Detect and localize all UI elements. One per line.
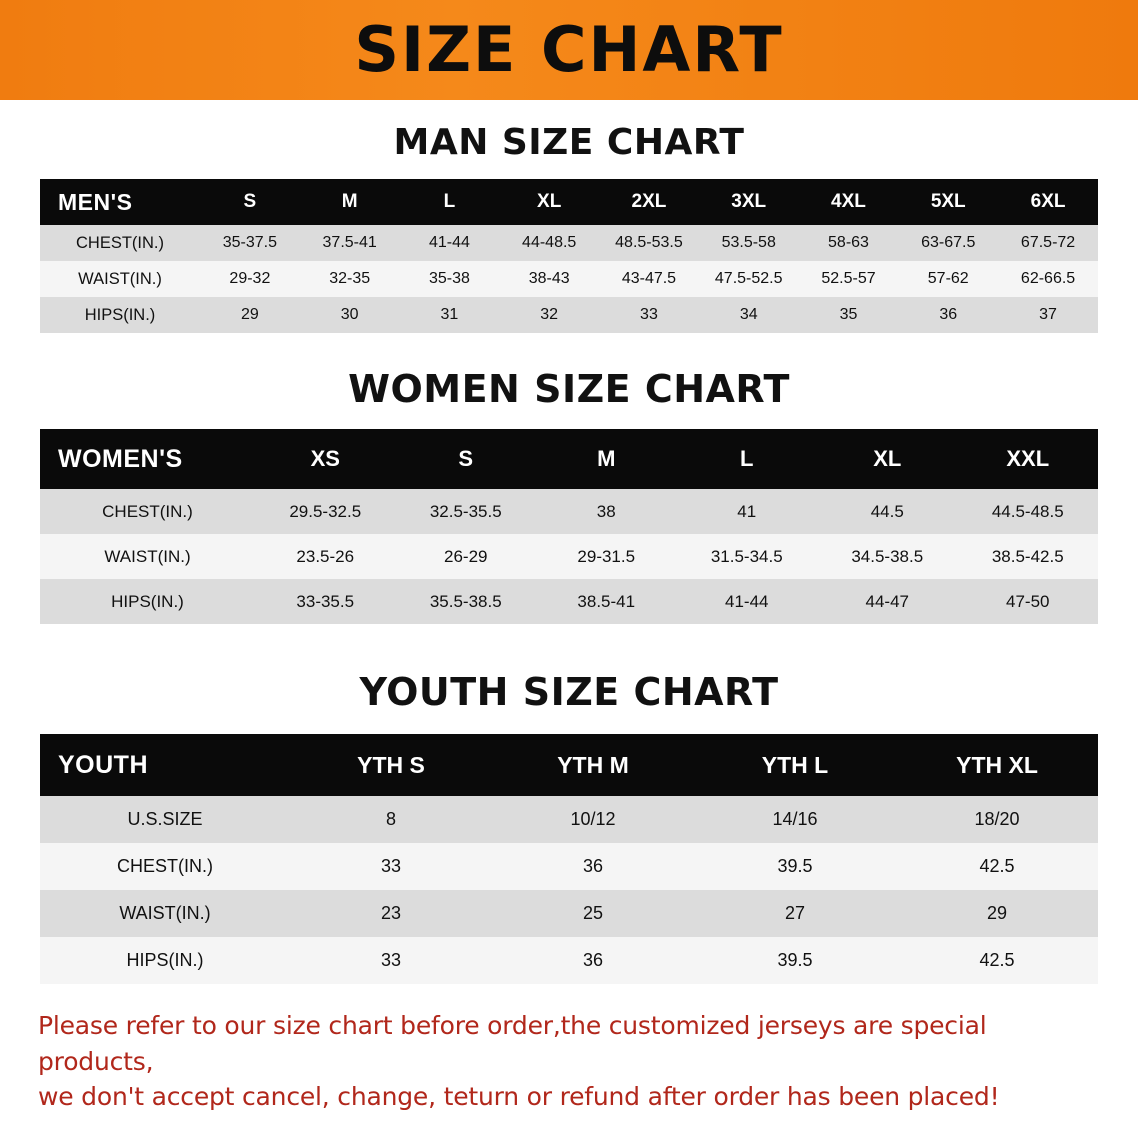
table-cell: 62-66.5 <box>1020 270 1076 287</box>
policy-note-line-1: Please refer to our size chart before order,the customized jerseys are special products, <box>38 1011 987 1076</box>
table-row <box>40 890 1098 937</box>
table-cell: 35.5-38.5 <box>429 591 502 611</box>
women-row-label: WAIST(IN.) <box>104 546 191 566</box>
table-cell: 26-29 <box>444 546 488 566</box>
youth-column-header: YTH XL <box>956 751 1038 778</box>
man-column-header: 6XL <box>1030 191 1066 212</box>
table-cell: 34.5-38.5 <box>851 546 924 566</box>
man-row-label: WAIST(IN.) <box>78 269 162 288</box>
table-cell: 32 <box>540 306 559 323</box>
man-table-wrap <box>40 179 1098 333</box>
table-cell: 37.5-41 <box>322 234 377 251</box>
table-header-row <box>40 179 1098 225</box>
table-cell: 41-44 <box>428 234 470 251</box>
youth-section-heading: YOUTH SIZE CHART <box>359 670 779 714</box>
table-header-row <box>40 734 1098 796</box>
table-row <box>40 261 1098 297</box>
man-column-header: 3XL <box>731 191 767 212</box>
table-cell: 33 <box>640 306 658 323</box>
youth-row-label: U.S.SIZE <box>127 809 203 829</box>
table-cell: 39.5 <box>777 856 813 876</box>
table-cell: 44.5 <box>870 501 904 521</box>
youth-row-label: WAIST(IN.) <box>119 903 211 923</box>
man-column-header: L <box>443 191 456 212</box>
table-cell: 58-63 <box>828 234 869 251</box>
women-section-heading: WOMEN SIZE CHART <box>348 367 790 411</box>
table-header-row <box>40 429 1098 489</box>
man-table-body <box>40 225 1098 333</box>
table-cell: 44-48.5 <box>522 234 577 251</box>
table-cell: 42.5 <box>979 950 1015 970</box>
table-cell: 35-38 <box>428 270 470 287</box>
women-table-wrap <box>40 429 1098 624</box>
table-cell: 30 <box>340 306 359 323</box>
man-corner-label: MEN'S <box>58 188 133 215</box>
table-cell: 67.5-72 <box>1020 234 1076 251</box>
table-cell: 41 <box>737 501 757 521</box>
table-cell: 31 <box>440 306 459 323</box>
youth-size-table <box>40 734 1098 984</box>
table-cell: 57-62 <box>927 270 969 287</box>
man-column-header: XL <box>537 191 562 212</box>
table-row <box>40 579 1098 624</box>
table-cell: 34 <box>739 306 758 323</box>
youth-corner-label: YOUTH <box>58 750 148 779</box>
man-row-label: HIPS(IN.) <box>84 305 156 324</box>
table-cell: 38 <box>596 501 616 521</box>
policy-note-line-2: we don't accept cancel, change, teturn or refund after order has been placed! <box>38 1082 1000 1111</box>
table-cell: 38-43 <box>528 270 570 287</box>
table-cell: 18/20 <box>974 809 1020 829</box>
women-column-header: M <box>597 446 616 471</box>
table-row <box>40 534 1098 579</box>
table-cell: 29 <box>986 903 1008 923</box>
table-cell: 41-44 <box>725 591 769 611</box>
table-cell: 47.5-52.5 <box>714 270 783 287</box>
table-cell: 43-47.5 <box>621 270 677 287</box>
table-cell: 29-32 <box>229 270 271 287</box>
man-section-heading: MAN SIZE CHART <box>393 122 745 163</box>
table-row <box>40 796 1098 843</box>
table-cell: 10/12 <box>570 809 616 829</box>
women-table-head <box>40 429 1098 489</box>
policy-note <box>38 1008 1100 1115</box>
youth-table-body <box>40 796 1098 984</box>
table-cell: 44.5-48.5 <box>991 501 1064 521</box>
table-row <box>40 843 1098 890</box>
table-cell: 38.5-42.5 <box>991 546 1064 566</box>
table-cell: 14/16 <box>772 809 818 829</box>
table-cell: 53.5-58 <box>721 234 776 251</box>
man-column-header: M <box>341 191 358 212</box>
table-cell: 32-35 <box>329 270 371 287</box>
table-cell: 38.5-41 <box>577 591 636 611</box>
table-cell: 32.5-35.5 <box>429 501 502 521</box>
header-banner <box>0 0 1138 100</box>
women-row-label: CHEST(IN.) <box>102 501 193 521</box>
table-cell: 48.5-53.5 <box>615 234 683 251</box>
table-cell: 63-67.5 <box>921 234 976 251</box>
man-table-head <box>40 179 1098 225</box>
table-row <box>40 225 1098 261</box>
man-column-header: S <box>243 191 257 212</box>
table-row <box>40 297 1098 333</box>
man-size-table <box>40 179 1098 333</box>
women-column-header: XS <box>310 446 340 471</box>
youth-column-header: YTH S <box>357 751 425 778</box>
table-cell: 36 <box>582 856 604 876</box>
table-cell: 33 <box>380 950 402 970</box>
youth-column-header: YTH M <box>557 751 629 778</box>
women-column-header: S <box>458 446 474 471</box>
table-cell: 47-50 <box>1006 591 1050 611</box>
women-row-label: HIPS(IN.) <box>111 591 184 611</box>
table-cell: 27 <box>784 903 806 923</box>
table-row <box>40 937 1098 984</box>
table-cell: 8 <box>385 809 396 829</box>
table-cell: 44-47 <box>865 591 909 611</box>
women-size-table <box>40 429 1098 624</box>
man-column-header: 5XL <box>930 191 966 212</box>
page-title: SIZE CHART <box>354 13 784 86</box>
table-cell: 35 <box>839 306 858 323</box>
table-cell: 23 <box>380 903 402 923</box>
table-cell: 35-37.5 <box>222 234 278 251</box>
table-cell: 37 <box>1039 306 1057 323</box>
table-cell: 23.5-26 <box>296 546 355 566</box>
table-cell: 36 <box>582 950 604 970</box>
youth-column-header: YTH L <box>761 751 829 778</box>
women-column-header: L <box>740 446 754 471</box>
man-column-header: 2XL <box>631 191 667 212</box>
man-column-header: 4XL <box>831 191 866 212</box>
table-cell: 33-35.5 <box>296 591 355 611</box>
youth-table-head <box>40 734 1098 796</box>
women-corner-label: WOMEN'S <box>58 444 183 473</box>
women-column-header: XXL <box>1006 446 1050 471</box>
man-row-label: CHEST(IN.) <box>76 233 164 252</box>
table-cell: 42.5 <box>979 856 1015 876</box>
youth-row-label: CHEST(IN.) <box>117 856 213 876</box>
table-cell: 33 <box>380 856 402 876</box>
table-cell: 29-31.5 <box>577 546 636 566</box>
table-cell: 25 <box>582 903 604 923</box>
table-cell: 52.5-57 <box>821 270 876 287</box>
table-cell: 31.5-34.5 <box>710 546 783 566</box>
table-cell: 36 <box>939 306 958 323</box>
youth-table-wrap <box>40 734 1098 984</box>
women-table-body <box>40 489 1098 624</box>
table-cell: 29 <box>240 306 259 323</box>
women-column-header: XL <box>873 446 902 471</box>
table-cell: 29.5-32.5 <box>289 501 362 521</box>
youth-row-label: HIPS(IN.) <box>126 950 204 970</box>
table-cell: 39.5 <box>777 950 813 970</box>
table-row <box>40 489 1098 534</box>
